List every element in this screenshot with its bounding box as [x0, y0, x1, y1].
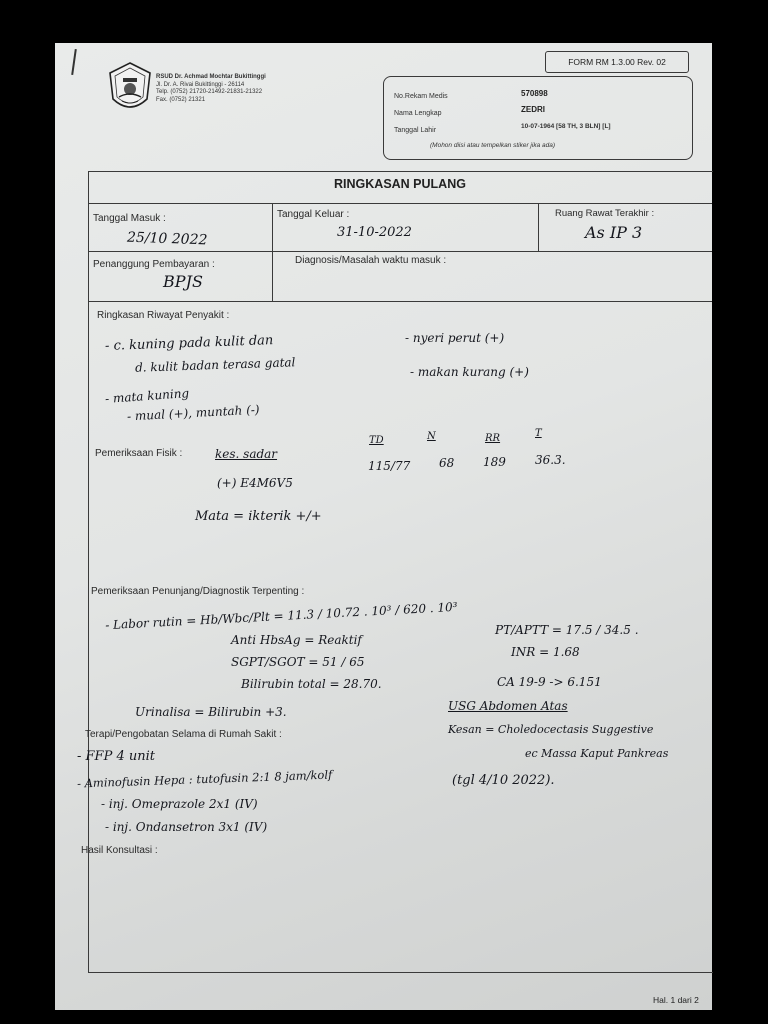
label-nama: Nama Lengkap: [394, 110, 442, 117]
vital-value: 68: [439, 456, 455, 470]
form-title: RINGKASAN PULANG: [334, 177, 466, 191]
penunjang-note: - Labor rutin = Hb/Wbc/Plt = 11.3 / 10.72 . 10³ / 620 . 10³: [104, 599, 458, 633]
label-konsultasi: Hasil Konsultasi :: [81, 845, 158, 856]
document-page: [55, 43, 712, 1010]
penunjang-note: Anti HbsAg = Reaktif: [231, 633, 362, 647]
terapi-note: - Aminofusin Hepa : tutofusin 2:1 8 jam/kolf: [76, 767, 333, 791]
label-tanggal-masuk: Tanggal Masuk :: [93, 213, 166, 224]
label-tgl-lahir: Tanggal Lahir: [394, 127, 437, 134]
value-tgl-lahir: 10-07-1964 [58 TH, 3 BLN] [L]: [521, 123, 611, 130]
divider: [272, 203, 273, 301]
riwayat-note: - makan kurang (+): [410, 365, 529, 379]
divider: [88, 203, 712, 204]
hospital-logo: [107, 61, 153, 122]
riwayat-note: d. kulit badan terasa gatal: [134, 355, 296, 375]
label-ruang-rawat: Ruang Rawat Terakhir :: [555, 208, 655, 219]
penunjang-note: Bilirubin total = 28.70.: [241, 677, 382, 691]
label-fisik: Pemeriksaan Fisik :: [95, 448, 183, 459]
riwayat-note: - mual (+), muntah (-): [126, 402, 260, 424]
value-ruang-rawat: As IP 3: [585, 223, 643, 242]
form-code: FORM RM 1.3.00 Rev. 02: [568, 57, 666, 67]
usg-note: (tgl 4/10 2022).: [452, 773, 555, 788]
label-penanggung: Penanggung Pembayaran :: [93, 259, 215, 270]
penunjang-note: SGPT/SGOT = 51 / 65: [231, 655, 365, 669]
value-tanggal-keluar: 31-10-2022: [337, 225, 412, 240]
penunjang-note: Urinalisa = Bilirubin +3.: [135, 705, 287, 719]
terapi-note: - FFP 4 unit: [77, 749, 155, 764]
value-penanggung: BPJS: [163, 272, 203, 291]
usg-note: ec Massa Kaput Pankreas: [525, 747, 669, 760]
label-no-rm: No.Rekam Medis: [394, 93, 448, 100]
vital-symbol: N: [427, 431, 436, 442]
divider: [538, 203, 539, 251]
sticker-note: (Mohon diisi atau tempelkan stiker jika ada): [430, 142, 556, 149]
hospital-address: [156, 74, 266, 104]
riwayat-note: - c. kuning pada kulit dan: [104, 333, 274, 354]
value-tanggal-masuk: 25/10 2022: [126, 229, 208, 249]
penunjang-note: PT/APTT = 17.5 / 34.5 .: [495, 623, 639, 637]
value-nama: ZEDRI: [521, 105, 545, 114]
usg-note: Kesan = Choledocectasis Suggestive: [448, 723, 654, 736]
fisik-note: (+) E4M6V5: [217, 476, 293, 490]
label-diagnosis: Diagnosis/Masalah waktu masuk :: [295, 255, 447, 266]
hospital-line: Telp. (0752) 21720-21492-21831-21322: [156, 89, 263, 95]
vital-value: 36.3.: [535, 453, 566, 467]
vital-value: 189: [483, 455, 506, 469]
label-terapi: Terapi/Pengobatan Selama di Rumah Sakit :: [85, 729, 282, 740]
vital-symbol: TD: [369, 435, 384, 446]
label-penunjang: Pemeriksaan Penunjang/Diagnostik Terpenting :: [91, 586, 305, 597]
patient-id-box: [383, 76, 693, 160]
pen-mark: [71, 49, 77, 75]
label-tanggal-keluar: Tanggal Keluar :: [277, 209, 350, 220]
vital-value: 115/77: [368, 459, 411, 473]
hospital-line: Jl. Dr. A. Rivai Bukittinggi - 26114: [156, 81, 245, 88]
riwayat-note: - nyeri perut (+): [405, 331, 505, 345]
fisik-note: Mata = ikterik +/+: [195, 509, 322, 524]
hospital-line: RSUD Dr. Achmad Mochtar Bukittinggi: [156, 74, 266, 80]
value-no-rm: 570898: [521, 89, 548, 98]
divider: [88, 301, 712, 302]
form-frame: [88, 171, 713, 973]
label-riwayat: Ringkasan Riwayat Penyakit :: [97, 310, 230, 321]
hospital-line: Fax. (0752) 21321: [156, 96, 206, 103]
terapi-note: - inj. Omeprazole 2x1 (IV): [101, 797, 258, 811]
fisik-note: kes. sadar: [215, 447, 278, 461]
penunjang-note: CA 19-9 -> 6.151: [497, 675, 602, 689]
vital-symbol: RR: [485, 433, 501, 444]
terapi-note: - inj. Ondansetron 3x1 (IV): [105, 820, 268, 834]
divider: [88, 251, 712, 252]
page-number: Hal. 1 dari 2: [653, 995, 699, 1005]
riwayat-note: - mata kuning: [104, 386, 190, 406]
form-code-box: [545, 51, 689, 73]
vital-symbol: T: [535, 428, 542, 439]
usg-title: USG Abdomen Atas: [448, 699, 568, 713]
penunjang-note: INR = 1.68: [511, 645, 580, 659]
